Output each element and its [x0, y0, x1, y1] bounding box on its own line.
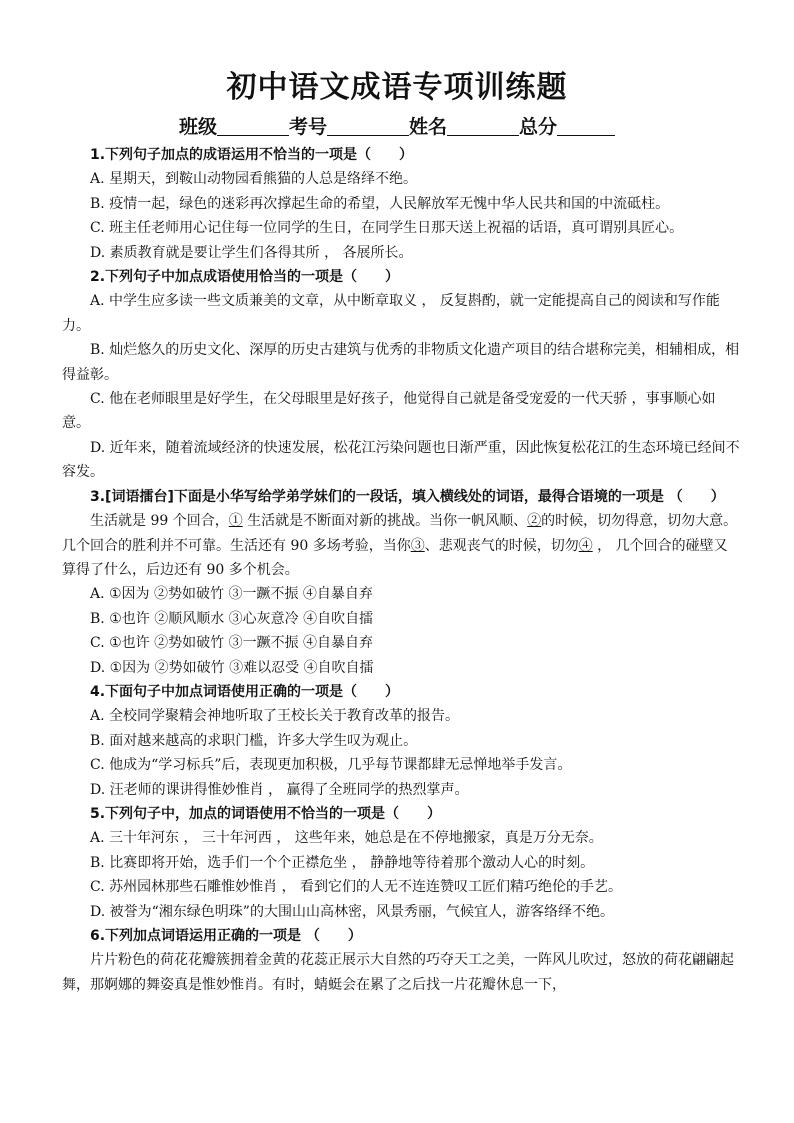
- passage-text: 生活就是不断面对新的挑战。当你一帆风顺、: [242, 513, 528, 530]
- page-title: 初中语文成语专项训练题: [226, 70, 568, 105]
- class-blank: [217, 117, 289, 136]
- question-6-stem: 6.下列加点词语运用正确的一项是 （ ）: [90, 928, 362, 944]
- question-5-option-a: A. 三十年河东 ， 三十年河西 ， 这些年来，她总是在不停地搬家，真是万分无奈。: [90, 830, 603, 847]
- question-2-option-d: D. 近年来，随着流域经济的快速发展，松花江污染问题也日渐严重，因此恢复松花江的生态环境已经间不容发。: [62, 439, 740, 481]
- blank-4: ④: [578, 537, 593, 554]
- question-4-option-a: A. 全校同学聚精会神地听取了王校长关于教育改革的报告。: [90, 708, 460, 725]
- class-label: 班级: [178, 116, 217, 138]
- blank-1: ①: [228, 513, 243, 530]
- question-2-stem: 2.下列句子中加点成语使用恰当的一项是（ ）: [90, 269, 400, 286]
- question-5-option-c: C. 苏州园林那些石雕惟妙惟肖 ， 看到它们的人无不连连赞叹工匠们精巧绝伦的手艺。: [90, 879, 623, 896]
- exam-no-label: 考号: [288, 116, 327, 138]
- question-2-option-c: C. 他在老师眼里是好学生，在父母眼里是好孩子，他觉得自己就是备受宠爱的一代天骄 ，事事顺心如意。: [62, 391, 716, 432]
- question-3-option-c: C. ①也许 ②势如破竹 ③一蹶不振 ④自暴自弃: [90, 635, 374, 652]
- question-6-passage: 片片粉色的荷花花瓣簇拥着金黄的花蕊正展示大自然的巧夺天工之美，一阵风儿吹过，怒放的荷花翩翩起舞，那婀娜的舞姿真是惟妙惟肖。有时，蜻蜓会在累了之后找一片花瓣休息一下，: [62, 952, 734, 993]
- question-5-stem: 5.下列句子中，加点的词语使用不恰当的一项是（ ）: [90, 805, 442, 822]
- question-1-stem: 1.下列句子加点的成语运用不恰当的一项是（ ）: [90, 147, 414, 163]
- passage-text: 、悲观丧气的时候，切勿: [424, 537, 579, 554]
- student-info-line: [0, 112, 794, 139]
- passage-text: 生活就是 99 个回合，: [90, 513, 229, 530]
- question-2-option-b: B. 灿烂悠久的历史文化、深厚的历史古建筑与优秀的非物质文化遗产项目的结合堪称完美，相辅相成，相得益彰。: [62, 342, 740, 383]
- question-4-stem: 4.下面句子中加点词语使用正确的一项是（ ）: [90, 683, 400, 700]
- passage-text: 的时候，切勿得意，切勿大意。几个回合的胜利并不可靠。生活还有 90 多场考验，当你: [62, 513, 738, 554]
- question-3-stem: 3.[词语擂台]下面是小华写给学弟学妹们的一段话，填入横线处的词语，最得合语境的一项是 （ ）: [90, 488, 725, 505]
- blank-2: ②: [527, 513, 542, 530]
- score-label: 总分: [519, 116, 558, 138]
- question-5-option-d: D. 被誉为“湘东绿色明珠”的大围山山高林密，风景秀丽，气候宜人，游客络绎不绝。: [90, 903, 614, 920]
- question-3-option-a: A. ①因为 ②势如破竹 ③一蹶不振 ④自暴自弃: [90, 586, 373, 603]
- question-3-option-d: D. ①因为 ②势如破竹 ③难以忍受 ④自吹自擂: [90, 659, 374, 676]
- question-4-option-c: C. 他成为“学习标兵”后，表现更加积极，几乎每节课都肆无忌惮地举手发言。: [90, 757, 572, 774]
- question-1-option-d: D. 素质教育就是要让学生们各得其所 ， 各展所长。: [90, 244, 413, 261]
- questions-content: [62, 143, 740, 997]
- score-blank: [557, 117, 615, 136]
- question-5-option-b: B. 比赛即将开始，选手们一个个正襟危坐 ， 静静地等待着那个激动人心的时刻。: [90, 854, 595, 871]
- passage-text: ， 几个回合的碰壁又算得了什么，后边还有 90 多个机会。: [62, 537, 728, 578]
- name-label: 姓名: [409, 116, 448, 138]
- question-1-option-a: A. 星期天，到鞍山动物园看熊猫的人总是络绎不绝。: [90, 171, 418, 188]
- question-2-option-a: A. 中学生应多读一些文质兼美的文章，从中断章取义 ， 反复斟酌，就一定能提高自己的阅读和写作能力。: [62, 293, 720, 334]
- question-1-option-b: B. 疫情一起，绿色的迷彩再次撑起生命的希望，人民解放军无愧中华人民共和国的中流砥柱。: [90, 195, 670, 212]
- name-blank: [447, 117, 519, 136]
- blank-3: ③: [410, 537, 425, 554]
- question-4-option-b: B. 面对越来越高的求职门槛，许多大学生叹为观止。: [90, 732, 418, 749]
- question-3-passage: [62, 509, 740, 582]
- question-4-option-d: D. 汪老师的课讲得惟妙惟肖 ， 赢得了全班同学的热烈掌声。: [90, 781, 469, 798]
- question-1-option-c: C. 班主任老师用心记住每一位同学的生日，在同学生日那天送上祝福的话语，真可谓别具匠心。: [90, 220, 684, 237]
- question-3-option-b: B. ①也许 ②顺风顺水 ③心灰意冷 ④自吹自擂: [90, 610, 374, 627]
- exam-no-blank: [327, 117, 409, 136]
